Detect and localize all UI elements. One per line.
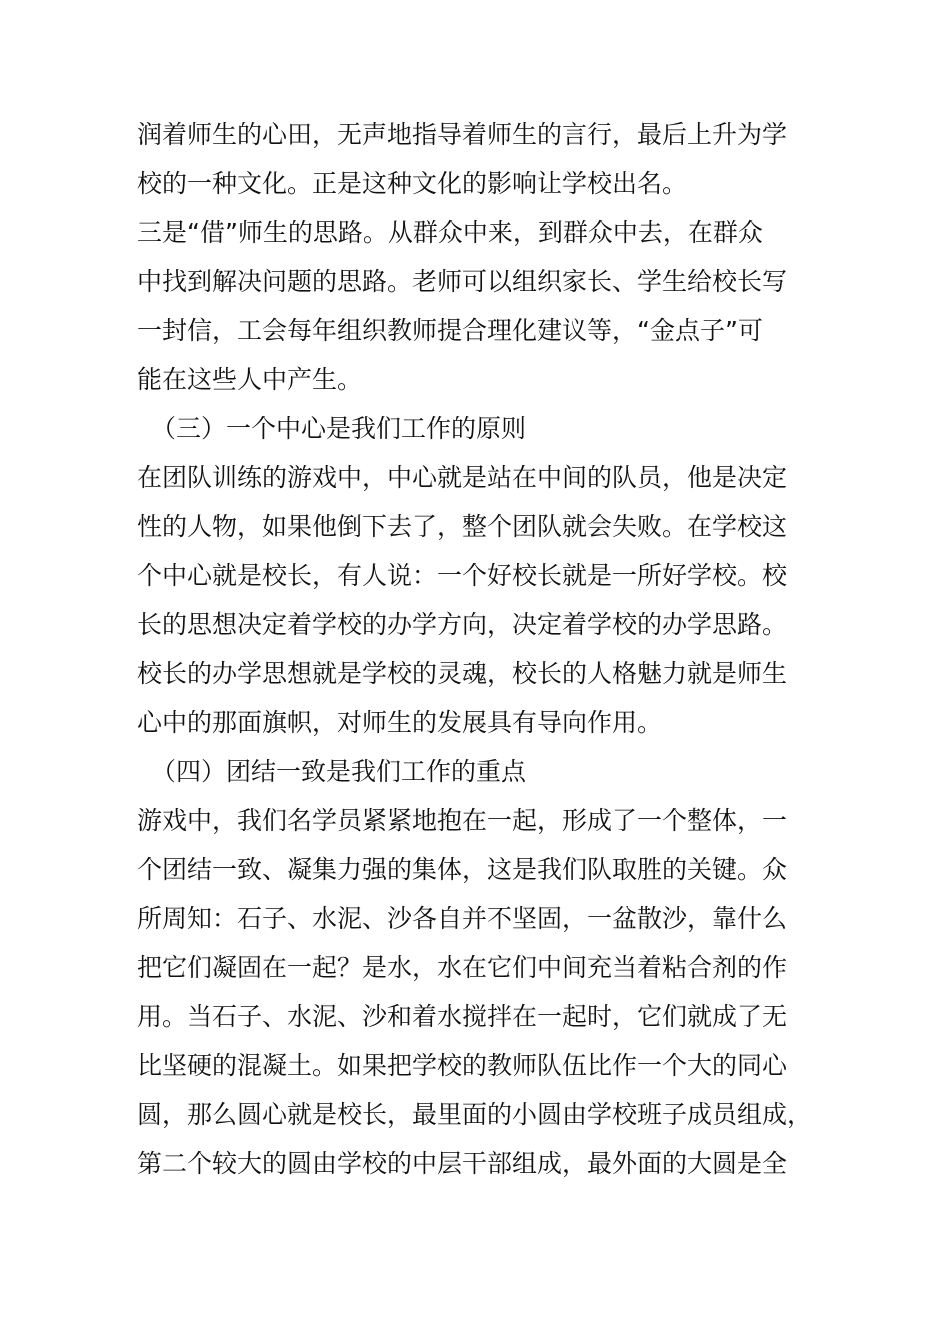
text-line: 所周知：石子、水泥、沙各自并不坚固，一盆散沙，靠什么 (137, 904, 788, 933)
text-line: 能在这些人中产生。 (137, 365, 363, 394)
text-line: 中找到解决问题的思路。老师可以组织家长、学生给校长写 (137, 267, 788, 296)
text-line: 游戏中，我们名学员紧紧地抱在一起，形成了一个整体，一 (137, 806, 788, 835)
text-line: 心中的那面旗帜，对师生的发展具有导向作用。 (137, 708, 663, 737)
text-line: 把它们凝固在一起？是水，水在它们中间充当着粘合剂的作 (137, 953, 788, 982)
text-line: 用。当石子、水泥、沙和着水搅拌在一起时，它们就成了无 (137, 1002, 788, 1031)
text-line: 比坚硬的混凝土。如果把学校的教师队伍比作一个大的同心 (137, 1051, 788, 1080)
text-line: 一封信，工会每年组织教师提合理化建议等，“金点子”可 (137, 316, 763, 345)
section-heading: （四）团结一致是我们工作的重点 (151, 757, 527, 786)
text-line: 个团结一致、凝集力强的集体，这是我们队取胜的关键。众 (137, 855, 788, 884)
text-line: 性的人物，如果他倒下去了，整个团队就会失败。在学校这 (137, 512, 788, 541)
text-line: 第二个较大的圆由学校的中层干部组成，最外面的大圆是全 (137, 1149, 788, 1178)
text-line: 长的思想决定着学校的办学方向，决定着学校的办学思路。 (137, 610, 788, 639)
body-text (137, 110, 827, 1188)
text-line: 圆，那么圆心就是校长，最里面的小圆由学校班子成员组成， (137, 1100, 813, 1129)
text-line: 校的一种文化。正是这种文化的影响让学校出名。 (137, 169, 688, 198)
text-line: 三是“借”师生的思路。从群众中来，到群众中去，在群众 (137, 218, 763, 247)
text-line: 在团队训练的游戏中，中心就是站在中间的队员，他是决定 (137, 463, 788, 492)
text-line: 校长的办学思想就是学校的灵魂，校长的人格魅力就是师生 (137, 659, 788, 688)
text-line: 个中心就是校长，有人说：一个好校长就是一所好学校。校 (137, 561, 788, 590)
section-heading: （三）一个中心是我们工作的原则 (151, 414, 527, 443)
text-line: 润着师生的心田，无声地指导着师生的言行，最后上升为学 (137, 120, 788, 149)
